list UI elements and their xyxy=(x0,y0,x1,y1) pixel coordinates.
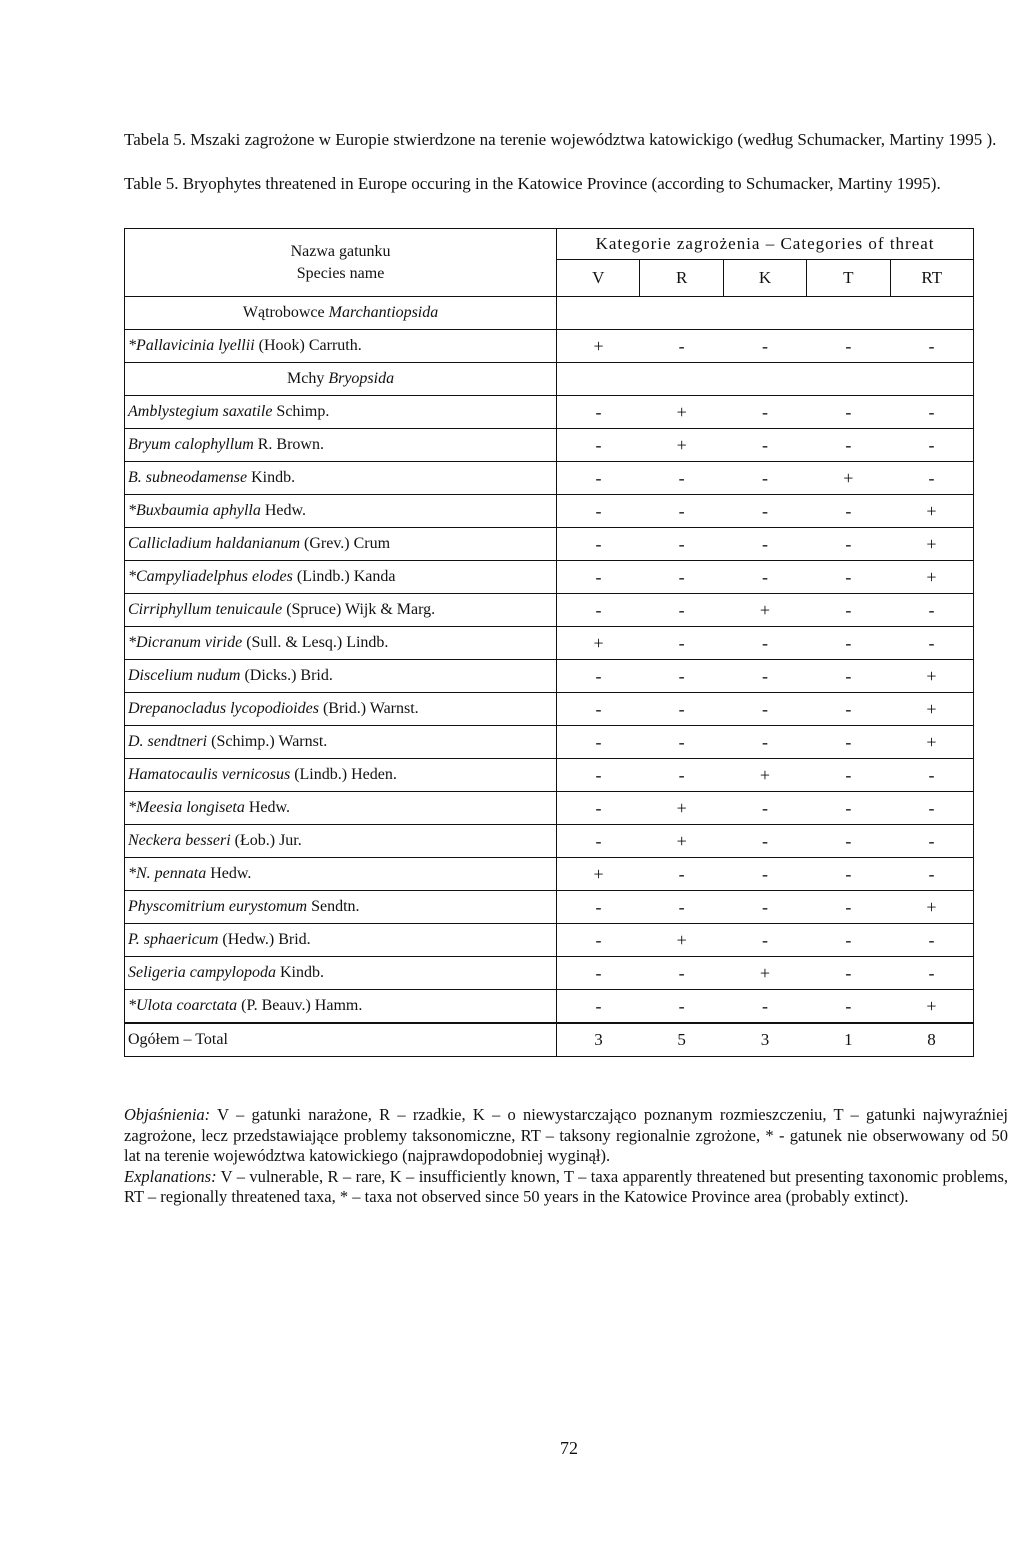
value-v: - xyxy=(557,792,640,825)
value-rt: + xyxy=(890,726,973,759)
value-v: - xyxy=(557,528,640,561)
table-body xyxy=(125,297,974,1024)
value-v: - xyxy=(557,660,640,693)
species-name-header-pl: Nazwa gatunku xyxy=(290,242,391,260)
species-cell xyxy=(125,792,557,825)
value-k: - xyxy=(723,792,806,825)
species-author: Hedw. xyxy=(206,865,252,882)
table-row xyxy=(125,594,974,627)
value-rt: - xyxy=(890,957,973,990)
value-v: - xyxy=(557,891,640,924)
value-t: - xyxy=(807,495,890,528)
value-t: - xyxy=(807,990,890,1024)
value-k: - xyxy=(723,528,806,561)
value-v: - xyxy=(557,561,640,594)
value-t: - xyxy=(807,330,890,363)
value-t: - xyxy=(807,726,890,759)
group-header-row xyxy=(125,297,974,330)
explanations xyxy=(124,1105,1008,1208)
species-author: (Hook) Carruth. xyxy=(254,337,362,354)
table-row xyxy=(125,693,974,726)
table-row xyxy=(125,792,974,825)
value-k: - xyxy=(723,495,806,528)
value-rt: + xyxy=(890,660,973,693)
value-rt: - xyxy=(890,594,973,627)
page-number: 72 xyxy=(560,1438,578,1458)
group-title xyxy=(125,363,557,396)
total-value-rt: 8 xyxy=(890,1023,973,1057)
table-row xyxy=(125,924,974,957)
value-r: - xyxy=(640,957,723,990)
table-row xyxy=(125,891,974,924)
species-author: (Schimp.) Warnst. xyxy=(207,733,328,750)
value-rt: - xyxy=(890,627,973,660)
value-rt: - xyxy=(890,429,973,462)
table-row xyxy=(125,726,974,759)
value-rt: - xyxy=(890,792,973,825)
species-author: (Lindb.) Kanda xyxy=(292,568,396,585)
value-r: - xyxy=(640,891,723,924)
species-cell xyxy=(125,858,557,891)
threatened-bryophytes-table xyxy=(124,228,974,1057)
species-name: Callicladium haldanianum xyxy=(128,535,300,552)
species-cell xyxy=(125,627,557,660)
value-rt: + xyxy=(890,495,973,528)
table-row xyxy=(125,990,974,1024)
value-rt: + xyxy=(890,693,973,726)
species-cell xyxy=(125,396,557,429)
species-author: (Hedw.) Brid. xyxy=(218,931,311,948)
species-author: (Brid.) Warnst. xyxy=(318,700,419,717)
species-name: P. sphaericum xyxy=(128,931,219,948)
value-t: - xyxy=(807,957,890,990)
value-k: - xyxy=(723,462,806,495)
table-row xyxy=(125,858,974,891)
species-author: Schimp. xyxy=(272,403,330,420)
species-author: (Łob.) Jur. xyxy=(230,832,302,849)
value-r: + xyxy=(640,825,723,858)
species-name: *Ulota coarctata xyxy=(128,997,238,1014)
value-t: - xyxy=(807,825,890,858)
value-k: + xyxy=(723,594,806,627)
value-r: - xyxy=(640,627,723,660)
value-r: - xyxy=(640,858,723,891)
table-row xyxy=(125,330,974,363)
value-k: - xyxy=(723,891,806,924)
species-cell xyxy=(125,594,557,627)
value-v: - xyxy=(557,957,640,990)
value-t: - xyxy=(807,759,890,792)
species-author: (Dicks.) Brid. xyxy=(240,667,333,684)
species-cell xyxy=(125,330,557,363)
value-rt: + xyxy=(890,891,973,924)
column-header-t: T xyxy=(807,260,890,297)
notes-en-label: Explanations: xyxy=(124,1166,217,1186)
total-row xyxy=(125,1023,974,1057)
value-t: - xyxy=(807,627,890,660)
value-r: - xyxy=(640,660,723,693)
value-v: - xyxy=(557,693,640,726)
species-name: D. sendtneri xyxy=(128,733,208,750)
species-cell xyxy=(125,891,557,924)
species-author: Kindb. xyxy=(275,964,324,981)
table-row xyxy=(125,495,974,528)
value-rt: - xyxy=(890,924,973,957)
value-k: - xyxy=(723,561,806,594)
table-row xyxy=(125,462,974,495)
species-name: *Buxbaumia aphylla xyxy=(128,502,261,519)
species-cell xyxy=(125,462,557,495)
value-k: - xyxy=(723,396,806,429)
value-r: + xyxy=(640,924,723,957)
total-value-r: 5 xyxy=(640,1023,723,1057)
value-k: - xyxy=(723,429,806,462)
species-author: (P. Beauv.) Hamm. xyxy=(237,997,363,1014)
value-v: - xyxy=(557,990,640,1024)
species-author: Kindb. xyxy=(247,469,296,486)
table-row xyxy=(125,957,974,990)
value-rt: - xyxy=(890,759,973,792)
value-rt: + xyxy=(890,561,973,594)
species-author: R. Brown. xyxy=(253,436,324,453)
species-name: Discelium nudum xyxy=(128,667,241,684)
group-header-row xyxy=(125,363,974,396)
caption-polish: Tabela 5. Mszaki zagrożone w Europie stwierdzone na terenie województwa katowickigo (według Schumacker, Martiny 1995 ). xyxy=(124,130,997,149)
species-name: Bryum calophyllum xyxy=(128,436,254,453)
species-author: Hedw. xyxy=(260,502,307,519)
categories-header: Kategorie zagrożenia – Categories of threat xyxy=(557,229,974,260)
species-cell xyxy=(125,825,557,858)
group-title xyxy=(125,297,557,330)
value-k: + xyxy=(723,759,806,792)
group-empty-cell xyxy=(557,297,974,330)
species-name: *Pallavicinia lyellii xyxy=(128,337,255,354)
value-k: - xyxy=(723,693,806,726)
value-v: - xyxy=(557,594,640,627)
species-author: (Lindb.) Heden. xyxy=(290,766,397,783)
value-r: - xyxy=(640,594,723,627)
value-k: - xyxy=(723,924,806,957)
species-cell xyxy=(125,726,557,759)
species-name: Physcomitrium eurystomum xyxy=(128,898,308,915)
value-k: - xyxy=(723,858,806,891)
species-name: B. subneodamense xyxy=(128,469,248,486)
column-header-rt: RT xyxy=(890,260,973,297)
value-t: - xyxy=(807,891,890,924)
species-name: *N. pennata xyxy=(128,865,207,882)
value-r: + xyxy=(640,792,723,825)
species-name: Drepanocladus lycopodioides xyxy=(128,700,319,717)
value-k: - xyxy=(723,990,806,1024)
species-author: Sendtn. xyxy=(307,898,360,915)
value-t: - xyxy=(807,792,890,825)
value-r: - xyxy=(640,561,723,594)
table-row xyxy=(125,825,974,858)
value-rt: + xyxy=(890,990,973,1024)
value-t: - xyxy=(807,528,890,561)
species-author: (Sull. & Lesq.) Lindb. xyxy=(242,634,389,651)
value-v: - xyxy=(557,495,640,528)
species-cell xyxy=(125,990,557,1024)
group-title-italic: Bryopsida xyxy=(328,370,395,387)
species-name: *Meesia longiseta xyxy=(128,799,245,816)
value-v: - xyxy=(557,924,640,957)
group-title-plain: Mchy xyxy=(287,370,329,387)
species-cell xyxy=(125,429,557,462)
value-rt: + xyxy=(890,528,973,561)
value-r: - xyxy=(640,726,723,759)
species-name: Cirriphyllum tenuicaule xyxy=(128,601,283,618)
species-name: *Dicranum viride xyxy=(128,634,243,651)
value-k: - xyxy=(723,627,806,660)
species-cell xyxy=(125,759,557,792)
species-name-header xyxy=(125,229,557,297)
value-t: - xyxy=(807,858,890,891)
species-cell xyxy=(125,957,557,990)
species-cell xyxy=(125,693,557,726)
caption-english: Table 5. Bryophytes threatened in Europe occuring in the Katowice Province (according to Schumacker, Martiny 1995). xyxy=(124,174,941,193)
notes-pl xyxy=(124,1105,1008,1165)
value-v: - xyxy=(557,396,640,429)
value-r: - xyxy=(640,990,723,1024)
value-v: - xyxy=(557,726,640,759)
value-k: - xyxy=(723,660,806,693)
value-v: - xyxy=(557,429,640,462)
table-row xyxy=(125,759,974,792)
value-r: - xyxy=(640,495,723,528)
table-row xyxy=(125,561,974,594)
notes-en xyxy=(124,1167,1008,1207)
value-v: - xyxy=(557,462,640,495)
notes-pl-text: V – gatunki narażone, R – rzadkie, K – o niewystarczająco poznanym rozmieszczeniu, T – gatunki najwyraźniej zagrożone, lecz przedstawiające problemy taksonomiczne, RT – taksony regionalnie zgrożone, * - gatunek nie obserwowany od 50 lat na terenie województwa katowickiego (najprawdopodobniej wyginął). xyxy=(124,1105,1008,1165)
species-cell xyxy=(125,561,557,594)
table-row xyxy=(125,429,974,462)
species-name: Seligeria campylopoda xyxy=(128,964,276,981)
species-name: *Campyliadelphus elodes xyxy=(128,568,293,585)
table-row xyxy=(125,627,974,660)
value-t: - xyxy=(807,594,890,627)
group-title-italic: Marchantiopsida xyxy=(328,304,439,321)
value-t: - xyxy=(807,561,890,594)
species-cell xyxy=(125,660,557,693)
group-empty-cell xyxy=(557,363,974,396)
value-v: - xyxy=(557,825,640,858)
total-label: Ogółem – Total xyxy=(125,1023,557,1057)
value-r: - xyxy=(640,330,723,363)
value-t: - xyxy=(807,429,890,462)
value-r: - xyxy=(640,693,723,726)
value-rt: - xyxy=(890,396,973,429)
value-rt: - xyxy=(890,825,973,858)
value-rt: - xyxy=(890,858,973,891)
value-t: + xyxy=(807,462,890,495)
column-header-k: K xyxy=(723,260,806,297)
species-cell xyxy=(125,924,557,957)
value-v: - xyxy=(557,759,640,792)
total-value-v: 3 xyxy=(557,1023,640,1057)
group-title-plain: Wątrobowce xyxy=(242,304,329,321)
species-name: Amblystegium saxatile xyxy=(128,403,273,420)
species-name: Hamatocaulis vernicosus xyxy=(128,766,291,783)
notes-en-text: V – vulnerable, R – rare, K – insufficiently known, T – taxa apparently threatened but presenting taxonomic problems, RT – regionally threatened taxa, * – taxa not observed since 50 years in the Katowice Province area (probably extinct). xyxy=(124,1166,1008,1206)
notes-pl-label: Objaśnienia: xyxy=(124,1105,211,1124)
species-author: (Grev.) Crum xyxy=(300,535,391,552)
species-author: Hedw. xyxy=(244,799,291,816)
table-row xyxy=(125,660,974,693)
value-v: + xyxy=(557,858,640,891)
total-value-k: 3 xyxy=(723,1023,806,1057)
species-name-header-en: Species name xyxy=(296,264,385,282)
value-r: - xyxy=(640,528,723,561)
table-row xyxy=(125,528,974,561)
value-t: - xyxy=(807,924,890,957)
value-r: - xyxy=(640,462,723,495)
value-k: - xyxy=(723,330,806,363)
value-t: - xyxy=(807,693,890,726)
value-t: - xyxy=(807,660,890,693)
value-r: - xyxy=(640,759,723,792)
table-row xyxy=(125,396,974,429)
value-r: + xyxy=(640,396,723,429)
column-header-r: R xyxy=(640,260,723,297)
value-k: + xyxy=(723,957,806,990)
column-header-v: V xyxy=(557,260,640,297)
total-value-t: 1 xyxy=(807,1023,890,1057)
species-author: (Spruce) Wijk & Marg. xyxy=(282,601,436,618)
value-rt: - xyxy=(890,330,973,363)
value-k: - xyxy=(723,726,806,759)
species-cell xyxy=(125,528,557,561)
value-t: - xyxy=(807,396,890,429)
value-v: + xyxy=(557,330,640,363)
species-cell xyxy=(125,495,557,528)
value-k: - xyxy=(723,825,806,858)
value-r: + xyxy=(640,429,723,462)
species-name: Neckera besseri xyxy=(128,832,231,849)
value-rt: - xyxy=(890,462,973,495)
value-v: + xyxy=(557,627,640,660)
